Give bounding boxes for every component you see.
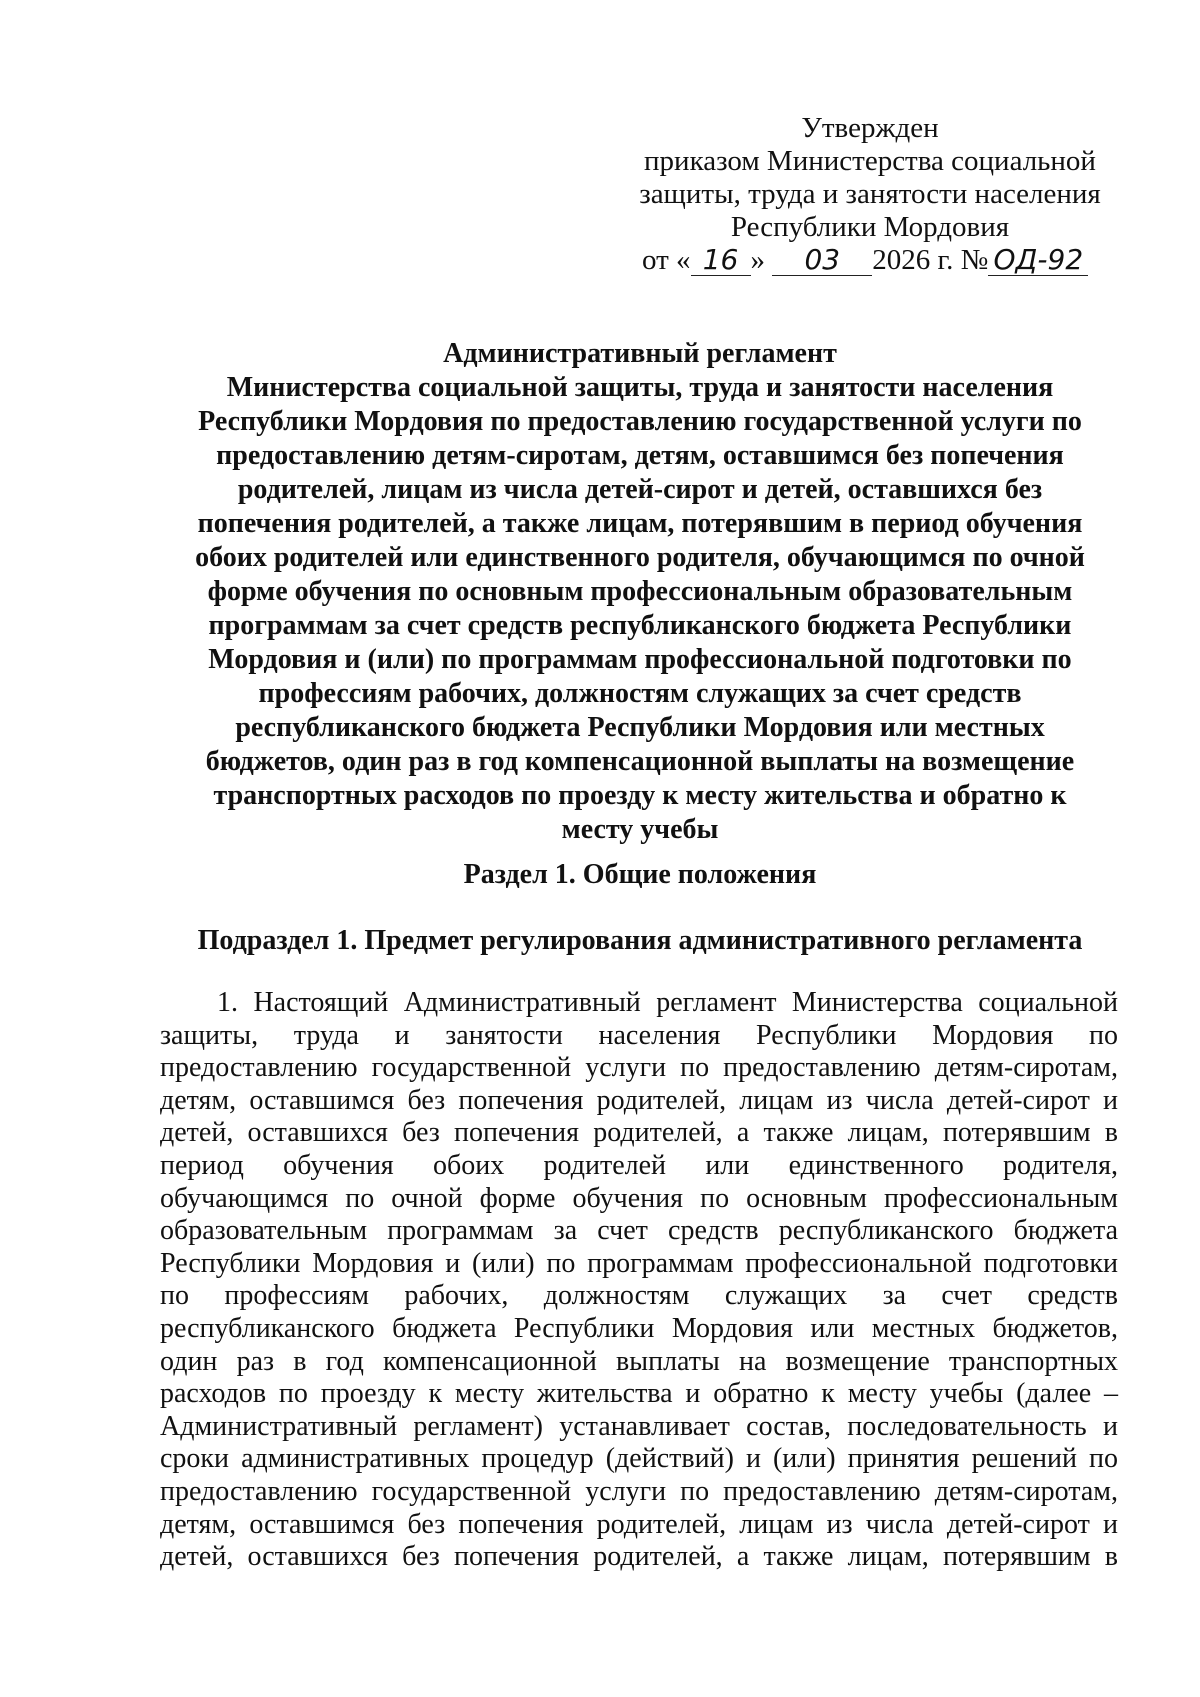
title-line: Министерства социальной защиты, труда и занятости населения	[226, 372, 1054, 403]
title-line: предоставлению детям-сиротам, детям, оставшимся без попечения	[216, 440, 1064, 471]
title-line: попечения родителей, а также лицам, потерявшим в период обучения	[197, 508, 1083, 539]
paragraph-1	[160, 987, 1118, 1574]
paragraph-line: детям, оставшимся без попечения родителей, лицам из числа детей-сирот и	[160, 1084, 1118, 1116]
paragraph-line: Административный регламент) устанавливает состав, последовательность и	[160, 1410, 1118, 1442]
paragraph-line: 1. Настоящий Административный регламент Министерства социальной	[217, 987, 1118, 1018]
paragraph-line: детей, оставшихся без попечения родителей, а также лицам, потерявшим в	[160, 1117, 1118, 1149]
paragraph-line: детям, оставшимся без попечения родителей, лицам из числа детей-сирот и	[160, 1508, 1118, 1540]
paragraph-line: один раз в год компенсационной выплаты на возмещение транспортных	[160, 1345, 1118, 1377]
title-line: профессиям рабочих, должностям служащих за счет средств	[258, 678, 1022, 709]
paragraph-line: республиканского бюджета Республики Мордовия или местных бюджетов,	[160, 1312, 1118, 1344]
paragraph-line: период обучения обоих родителей или единственного родителя,	[160, 1149, 1118, 1181]
subsection-heading: Подраздел 1. Предмет регулирования административного регламента	[197, 925, 1083, 956]
section-heading: Раздел 1. Общие положения	[463, 859, 817, 890]
title-line: Мордовия и (или) по программам профессиональной подготовки по	[208, 644, 1072, 675]
title-line: Республики Мордовия по предоставлению государственной услуги по	[198, 406, 1082, 437]
date-year: 2026 г.	[872, 244, 954, 276]
paragraph-line: предоставлению государственной услуги по предоставлению детям-сиротам,	[160, 1052, 1118, 1084]
approval-block	[620, 112, 1120, 277]
handwritten-order-number: ОД-92	[988, 245, 1088, 276]
approval-date-line	[620, 244, 1120, 277]
number-sign: №	[960, 244, 989, 276]
approval-line: приказом Министерства социальной	[644, 145, 1096, 177]
title-line: бюджетов, один раз в год компенсационной выплаты на возмещение	[205, 746, 1075, 777]
title-line: Административный регламент	[443, 338, 837, 369]
paragraph-line: обучающимся по очной форме обучения по основным профессиональным	[160, 1182, 1118, 1214]
title-line: родителей, лицам из числа детей-сирот и детей, оставшихся без	[237, 474, 1043, 505]
paragraph-line: образовательным программам за счет средств республиканского бюджета	[160, 1215, 1118, 1247]
title-line: программам за счет средств республиканского бюджета Республики	[208, 610, 1072, 641]
paragraph-line: детей, оставшихся без попечения родителей, а также лицам, потерявшим в	[160, 1541, 1118, 1573]
handwritten-month: 03	[772, 245, 872, 276]
approval-line: защиты, труда и занятости населения	[639, 178, 1101, 210]
date-prefix: от «	[642, 244, 691, 276]
paragraph-line: защиты, труда и занятости населения Республики Мордовия по	[160, 1019, 1118, 1051]
approval-line: Утвержден	[801, 112, 939, 144]
paragraph-line: Республики Мордовия и (или) по программам профессиональной подготовки	[160, 1247, 1118, 1279]
date-day-close: »	[750, 244, 766, 276]
title-line: транспортных расходов по проезду к месту жительства и обратно к	[213, 780, 1067, 811]
document-title	[170, 337, 1110, 847]
paragraph-line: расходов по проезду к месту жительства и обратно к месту учебы (далее –	[160, 1378, 1118, 1410]
paragraph-line: предоставлению государственной услуги по предоставлению детям-сиротам,	[160, 1475, 1118, 1507]
paragraph-line: сроки административных процедур (действий) и (или) принятия решений по	[160, 1443, 1118, 1475]
handwritten-day: 16	[691, 245, 751, 276]
title-line: месту учебы	[561, 814, 719, 845]
approval-line: Республики Мордовия	[730, 211, 1010, 243]
title-line: форме обучения по основным профессиональным образовательным	[207, 576, 1073, 607]
title-line: республиканского бюджета Республики Мордовия или местных	[235, 712, 1045, 743]
title-line: обоих родителей или единственного родителя, обучающимся по очной	[195, 542, 1085, 573]
paragraph-line: по профессиям рабочих, должностям служащих за счет средств	[160, 1280, 1118, 1312]
